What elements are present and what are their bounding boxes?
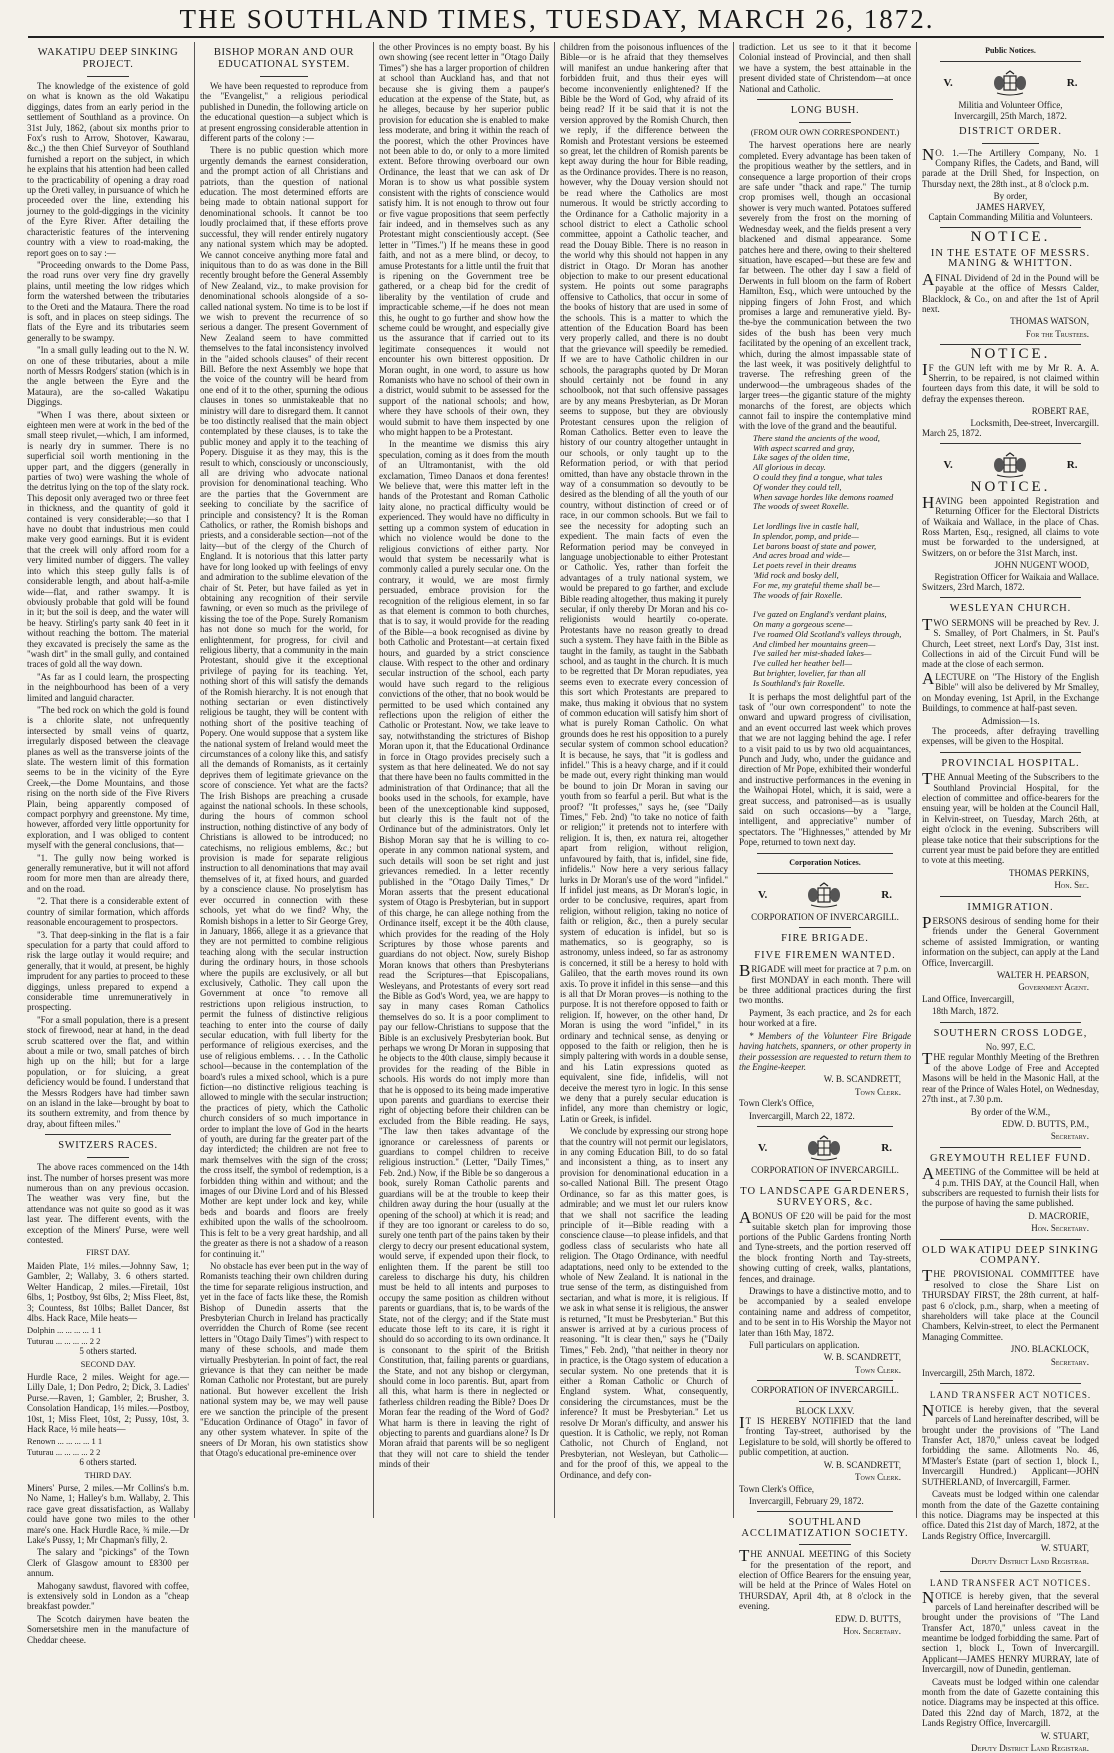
article-headline: BISHOP MORAN AND OUR EDUCATIONAL SYSTEM.: [213, 47, 355, 70]
notice-text: THE Annual Meeting of the Subscribers to the Southland Provincial Hospital, for the election of committee and office-bearers for the ensuing year, will be holden at the Council Hall, in Kelvin-street, on Tuesday, March 26th, at eight o'clock in the evening. Subscribers will please take notice that their subscriptions for the current year must be paid before they are entitled to vote at this meeting.: [922, 769, 1099, 866]
signature: W. B. SCANDRETT,: [823, 1459, 901, 1470]
signature: THOMAS PERKINS,: [1008, 867, 1089, 878]
notice-place: Militia and Volunteer Office,: [958, 100, 1063, 111]
signature-title: Secretary.: [1050, 1356, 1089, 1367]
divider: [757, 99, 893, 100]
column-3: [374, 42, 554, 1520]
coat-of-arms-icon: [807, 1135, 841, 1161]
article-paragraph: The knowledge of the existence of gold on what is known as the old Wakatipu diggings, dates from an early period in the settlement of Southland as a province. On 31st July, 1862, (about six months prior to Fox's rush to Arrow, Shotover, Kawarau, &c.,) the then Chief Surveyor of Southland furnished a report on the subject, in which he explains that his attention had been called to the practicability of opening a dray road up the Oreti valley, in pursuance of which he proceeded over the line, extending his journey to the gold-diggings in the vicinity of the Eyre River. After detailing the characteristic features of the intervening country with a view to road-making, the report goes on to say :—: [27, 81, 189, 258]
notice-title: CORPORATION OF INVERCARGILL.: [751, 1385, 899, 1396]
notice-text: ABONUS OF £20 will be paid for the most suitable sketch plan for improving those portions of the Public Gardens fronting North and Tyne-streets, and the portion reserved off the block fronting North and Tay-streets, showing cutting of creek, walks, plantations, fences, and drainage.: [739, 1208, 911, 1284]
signature-title: Town Clerk.: [855, 1472, 901, 1483]
notice-date: 18th March, 1872.: [932, 1006, 999, 1017]
divider: [757, 1380, 893, 1381]
signature-title: Registration Officer for Waikaia and Wallace.: [934, 571, 1099, 582]
crest-letter-v: V.: [758, 1141, 768, 1154]
divider: [940, 61, 1081, 62]
signature: W. B. SCANDRETT,: [823, 1352, 901, 1363]
notice-title: CORPORATION OF INVERCARGILL.: [751, 912, 899, 923]
divider: [940, 1383, 1081, 1384]
notice-text: THE ANNUAL MEETING of this Society for the presentation of the report, and election of Office Bearers for the ensuing year, will be held at the Prince of Wales Hotel on THURSDAY, April 4th, at 8 o'clock in the evening.: [739, 1546, 911, 1612]
notice-heading: FIVE FIREMEN WANTED.: [754, 949, 896, 961]
masthead-rule: [28, 36, 1104, 38]
notice-text: IT IS HEREBY NOTIFIED that the land fronting Tay-street, authorised by the Legislature to be sold, will shortly be offered to public competition, at auction.: [739, 1413, 911, 1458]
notice-heading: FIRE BRIGADE.: [781, 933, 869, 945]
notice-text: By order,: [993, 191, 1028, 202]
coat-of-arms-icon: [993, 452, 1027, 478]
royal-crest: [739, 1135, 911, 1161]
divider: [940, 896, 1081, 897]
signature: WALTER H. PEARSON,: [996, 970, 1089, 981]
article-paragraph: In the meantime we dismiss this airy speculation, coming as it does from the mouth of an Ultramontanist, with the old exclamation, Timeo Danaos et dona ferentes! We believe that, were this matter left in the hands of the Protestant and Roman Catholic laity alone, no practical difficulty would be experienced. They would have no difficulty in setting up a common system of education in which no violence would be done to the religious convictions of either party. Nor would that system be necessarily what is commonly called a purely secular one. On the contrary, it would, we are most firmly persuaded, embrace provision for the recognition of the religious element, in so far as that element is common to both churches, that is to say, it would provide for the reading of the Bible—a book recognised as divine by both Catholic and Protestant—at certain fixed hours, and guarded by a strict conscience clause. With respect to the other and ordinary secular instruction of the school, each party would have such regard to the religious convictions of the other, that no book would be permitted to be used which contained any reflections upon the religion of either the Catholic or Protestant. Now, we take leave to say, notwithstanding the strictures of Bishop Moran upon it, that the Educational Ordinance in force in Otago provides precisely such a system as that here delineated. We do not say that there have been no faults committed in the administration of that Ordinance; that all the books used in the schools, for example, have been of the unexceptionable kind supposed, but clearly this is the fault not of the Ordinance but of the administrators. Only let Bishop Moran say that he is willing to co-operate in any common national system, and such details will soon be set right and just grievances remedied. In a letter recently published in the "Otago Daily Times," Dr Moran asserts that the present educational system of Otago is Presbyterian, but in support of this charge, he can allege nothing from the Ordinance itself, except it be the 40th clause, which provides for the reading of the Holy Scriptures by those whose parents and guardians do not object. Now, surely Bishop Moran knows that others than Presbyterians read the Scriptures—that Episcopalians, Wesleyans, and Protestants of every sort read the Bible as God's Word, yea, we are happy to say in many cases Roman Catholics themselves do so. It is a poor compliment to pay our fellow-Christians to suppose that the Bible is an exclusively Presbyterian book. But perhaps we wrong Dr Moran in supposing that he objects to the 40th clause, simply because it provides for the reading of the Bible in schools. His words do not imply more than that he is opposed to its being made imperative upon parents and guardians to exercise their right of objecting before their children can be excluded from the Bible reading. He says, "The law then takes advantage of the ignorance or carelessness of parents or guardians to compel children to receive religious instruction." (Letter, "Daily Times," Feb. 2nd.) Now, if the Bible be so dangerous a book, surely Roman Catholic parents and guardians will be at the trouble to keep their children away during the hour (usually at the opening of the school) at which it is read; and if they are too ignorant or careless to do so, surely one tenth part of the pains taken by their clergy to decry our present educational system, would serve, if expended upon their flock, to enlighten them. If the parent be still too careless to discharge his duty, his children must be held to all intents and purposes to occupy the same position as children without parents or guardians, that is, to be wards of the State, not of the clergy; and if the State must educate those left to its care, it is right it should do so according to its own ordinance. It is consonant to the spirit of the British Constitution, that, failing parents or guardians, the State, and not any bishop or clergyman, should come in loco parentis. But, apart from all this, what harm is there in neglected or fatherless children reading the Bible? Does Dr Moran fear the reading of the Word of God? What harm is there in leaving the right of objecting to parents and guardians alone? Is Dr Moran afraid that parents will be so negligent that they will not care to shield the tender minds of their: [379, 439, 549, 1470]
signature: JNO. BLACKLOCK,: [1010, 1344, 1089, 1355]
notice-text: Drawings to have a distinctive motto, and to be accompanied by a sealed envelope containing name and address of competitor, and to be sent in to His Worship the Mayor not later than 16th May, 1872.: [739, 1286, 911, 1338]
signature-title: Deputy District Land Registrar.: [971, 1743, 1089, 1753]
notice-text: Admission—1s.: [981, 715, 1040, 726]
signature: THOMAS WATSON,: [1010, 316, 1089, 327]
divider: [757, 853, 893, 854]
race-result-line: Renown ... ... ... ... 1 1: [27, 1436, 103, 1447]
race-result-line: Tuturau ... ... ... ... 2 2: [27, 1446, 101, 1457]
column-1: [22, 42, 194, 1645]
signature: EDW. D. BUTTS, P.M.,: [1002, 1118, 1089, 1129]
notice-text: IF the GUN left with me by Mr R. A. A. Sherrin, to be repaired, is not claimed within fourteen days from this date, it will be sold to defray the expenses thereon.: [922, 359, 1099, 404]
signature-title: For the Trustees.: [1025, 328, 1089, 339]
notice-place: Locksmith, Dee-street, Invercargill.: [970, 417, 1099, 428]
notice-text: Full particulars on application.: [749, 1340, 860, 1351]
notice-heading: GREYMOUTH RELIEF FUND.: [929, 1152, 1092, 1164]
race-note: 6 others started.: [79, 1457, 137, 1468]
divider: [982, 143, 1039, 144]
masthead-title: THE SOUTHLAND TIMES, TUESDAY, MARCH 26, 1872.: [179, 4, 935, 34]
royal-crest: [739, 882, 911, 908]
article-paragraph: children from the poisonous influences of the Bible—or is he afraid that they themselves will manifest an undue hankering after that forbidden fruit, and thus their eyes will become inconveniently enlightened? If the Bible be the Word of God, why afraid of its being read? If it be said that it is not the version approved by the Romish Church, then we reply, if the difference between the Romish and Protestant versions be esteemed so great, let the children of Romish parents be kept away during the hour for Bible reading, as the Ordinance provides. There is no reason, however, why the Douay version should not be read where the Catholics are most numerous. It would be strictly according to the Ordinance for a Catholic majority in a school district to elect a Catholic school committee, appoint a Catholic teacher, and read the Douay Bible. There is no reason in the world why this should not happen in any district in Otago. Dr Moran has another objection to make to our present educational system. He points out some paragraphs offensive to Catholics, that occur in some of the books of history that are used in some of the schools. This is a matter to which the attention of the Education Board has been very properly called, and there is no doubt that the grievance will speedily be remedied. If we are to have Catholic children in our schools, the paragraphs quoted by Dr Moran should certainly not be found in any schoolbook, not that such offensive passages are by any means Presbyterian, as Dr Moran seems to suppose, but they are obviously Protestant censures upon the religion of Roman Catholics. Better even to leave the history of our country altogether untaught in our schools, or only taught up to the Reformation period, or with that period omitted, than have any obstacle thrown in the way of a consummation so devoutly to be desired as the blending of all the youth of our country, without distinction of creed or of race, in our common schools. But we fail to see the necessity for adopting such an expedient. The main facts of even the Reformation period may be conveyed in language unobjectionable to either Protestant or Catholic. Yes, rather than forfeit the advantages of a truly national system, we would be prepared to go farther, and exclude Bible reading altogether, thus making it purely secular, if only thereby Dr Moran and his co-religionists would heartily co-operate. Protestants have no reason greatly to dread such a system. They have faith in the Bible as taught in the family, as taught in the Sabbath school, and as taught in the church. It is much to be regretted that Dr Moran repudiates, yea seems even to execrate every concession of this sort which Protestants are prepared to make, thus making it obvious that no system of common education will satisfy him short of what is purely Roman Catholic. On what grounds does he rest his opposition to a purely secular system of common school education? It is because, he says, that "it is godless and infidel." This is a heavy charge, and if it could be made out, every right thinking man would be bound to join Dr Moran in saving our youth from so fearful a peril. But what is the proof? "It professes," says he, (see "Daily Times," Feb. 2nd) "to take no notice of faith or religion;" it pretends not to interfere with religion. It is, then, ex natura rei, altogether apart from religion, without religion, unfavoured by faith, that is, infidel, sine fide, infidelis." Now here a very serious fallacy lurks in Dr Moran's use of the word "infidel." If infidel just means, as Dr Moran's logic, in order to be conclusive, requires, apart from religion, without religion, taking no notice of faith or religion, &c., then a purely secular system of education is infidel, but so is mathematics, so is geography, so is astronomy, unless indeed, so far as astronomy is concerned, it still be a heresy to hold with Galileo, that the earth moves round its own axis. To prove it infidel in this sense—and this is all that Dr Moran proves—is nothing to the purpose. It is not therefore opposed to faith or religion. If, however, on the other hand, Dr Moran is using the word "infidel," in its ordinary and technical sense, as denying or opposed to the faith or religion, then he is simply paltering with words in a double sense, and his Latin expressions quoted as equivalent, sine fide, infidelis, will not deceive the merest tyro in logic. In this sense we deny that a purely secular education is infidel, any more than chemistry or logic, Latin or Greek, is infidel.: [560, 42, 728, 1124]
race-results: Hurdle Race, 2 miles. Weight for age.—Lilly Dale, 1; Don Pedro, 2; Dick, 3. Ladies' Purse.—Raven, 1; Gambler, 2; Brusher, 3. Consolation Handicap, 1½ miles.—Postboy, 10st, 1; Miss Fleet, 10st, 2; Pussy, 10st, 3. Hack Race, ½ mile heats—: [27, 1371, 189, 1434]
signature-title: Hon. Secretary.: [1031, 1223, 1089, 1234]
divider: [799, 927, 851, 928]
divider: [799, 122, 851, 123]
notice-place: Town Clerk's Office,: [739, 1483, 815, 1494]
divider: [87, 76, 129, 77]
notice-text: The proceeds, after defraying travelling expenses, will be given to the Hospital.: [922, 725, 1099, 747]
crest-letter-r: R.: [881, 1141, 892, 1154]
notice-text: THE regular Monthly Meeting of the Brethren of the above Lodge of Free and Accepted Masons will be held in the Masonic Hall, at the rear of the Prince of Wales Hotel, on Wednesday, 27th inst., at 7.30 p.m.: [922, 1049, 1099, 1105]
divider: [799, 1180, 851, 1181]
article-paragraph: The above races commenced on the 14th inst. The number of horses present was more numerous than on any previous occasion. The weather was very fine, but the attendance was not quite so good as it was last year. The different events, with the exception of the Miners' Purse, were well contested.: [27, 1162, 189, 1246]
notice-heading: SOUTHLAND ACCLIMATIZATION SOCIETY.: [741, 1517, 909, 1539]
coat-of-arms-icon: [807, 882, 841, 908]
notice-date: Invercargill, February 29, 1872.: [749, 1495, 864, 1506]
divider: [799, 1544, 851, 1545]
article-paragraph: The salary and "pickings" of the Town Clerk of Glasgow amount to £8300 per annum.: [27, 1547, 189, 1579]
masthead: [0, 0, 1114, 40]
article-paragraph: No obstacle has ever been put in the way of Romanists teaching their own children during the time for separate religious instruction, and yet in the face of facts like these, the Romish Bishop of Dunedin asserts that the Presbyterian Church in Ireland has practically overridden the Church of Rome (see recent letters in "Otago Daily Times") with respect to many of these schools, and made them virtually Presbyterian. In point of fact, the real grievance is that they can neither be made Roman Catholic nor Protestant, but are purely national. But however excellent the Irish national system may be, we may well pause ere we sanction the principle of the present "Education Ordinance of Otago" in favor of any other system whatever. In spite of the sneers of Dr Moran, his own statistics show that Otago's educational pre-eminence over: [200, 1260, 368, 1459]
divider: [940, 344, 1081, 345]
section-subhead: FIRST DAY.: [86, 1247, 130, 1258]
section-subhead: SECOND DAY.: [80, 1358, 136, 1369]
notice-heading: DISTRICT ORDER.: [959, 126, 1062, 138]
divider: [940, 227, 1081, 228]
notice-place: Land Office, Invercargill,: [922, 993, 1015, 1004]
notice-text: Caveats must be lodged within one calendar month from the date of Gazette containing this notice. Diagrams may be inspected at this office. Dated this 22nd day of March, 1872, at the Lands Registry Office, Invercargill.: [922, 1676, 1099, 1729]
poem: There stand the ancients of the wood, With aspect scarred and gray, Like sages of the olden time, All glorious in decay. O could they find a tongue, what tales Of wonder they could tell, When savage hordes like demons roamed The woods of sweet Roxelle. Let lordlings live in castle hall, In splendor, pomp, and pride— Let barons boast of state and power, And acres broad and wide— Let poets revel in their dreams 'Mid rock and bosky dell, For me, my grateful theme shall be— The woods of fair Roxelle. I've gazed on England's verdant plains, On many a gorgeous scene— I've roamed Old Scotland's valleys through, And climbed her mountains green— I've sailed her mist-shaded lakes— I've culled her heather bell— But brighter, lovelier, far than all Is Southland's fair Roxelle.: [753, 432, 902, 688]
signature: ROBERT RAE,: [1031, 406, 1089, 417]
divider: [87, 1157, 129, 1158]
notice-text: AFINAL Dividend of 2d in the Pound will be payable at the office of Messrs Calder, Blacklock, & Co., on and after the 1st of April next.: [922, 269, 1099, 314]
divider: [757, 1511, 893, 1512]
article-paragraph: "2. That there is a considerable extent of country of similar formation, which affords reasonable encouragement to prospectors.: [27, 896, 189, 928]
article-paragraph: "As far as I could learn, the prospecting in the neighbourhood has been of a very limited and languid character.: [27, 671, 189, 703]
signature-title: Town Clerk.: [855, 1086, 901, 1097]
article-paragraph: The harvest operations here are nearly completed. Every advantage has been taken of the propitious weather by the settlers, and in consequence a large proportion of their crops are safe under "thack and rape." The turnip crop promises well, though an occasional shower is very much wanted. Potatoes suffered severely from the frost on the morning of Wednesday week, and the fields present a very blackened and dismal appearance. Some patches here and there, owing to their sheltered situation, have escaped—but these are few and far between. The other day I saw a field of Derwents in full bloom on the farm of Robert Hamilton, Esq., which were untouched by the nipping fingers of John Frost, and which promises a large and remunerative yield. By-the-bye the communication between the two sides of the bush has been very much facilitated by the opening of an excellent track, which, during the almost impassable state of the last week, it was positively delightful to traverse. The refreshing green of the underwood—the umbrageous shades of the larger trees—the gigantic stature of the mighty monarchs of the forest, are objects which cannot fail to inspire the contemplative mind with the love of the grand and the beautiful.: [739, 140, 911, 432]
article-paragraph: "3. That deep-sinking in the flat is a fair speculation for a party that could afford to risk the large outlay it would require; and generally, that it would, at present, be highly imprudent for any parties to proceed to these diggings, unless prepared to expend a considerable time unremuneratively in prospecting.: [27, 929, 189, 1013]
signature: W. STUART,: [1040, 1543, 1089, 1554]
signature-title: Hon. Secretary.: [843, 1625, 901, 1636]
notice-text: NOTICE is hereby given, that the several parcels of Land hereinafter described, will be brought under the provisions of "The Land Transfer Act, 1870," unless caveat be lodged forbidding the same. Allotments No. 46, M'Master's Estate (part of section 1, block I., Invercargill Hundred.) Applicant—JOHN SUTHERLAND, of Invercargill, Farmer.: [922, 1400, 1099, 1487]
divider: [940, 1022, 1081, 1023]
notice-text: AMEETING of the Committee will be held at 4 p.m. THIS DAY, at the Council Hall, when subscribers are requested to furnish their lists for the purpose of having the same published.: [922, 1164, 1099, 1209]
notice-text: THE PROVISIONAL COMMITTEE have resolved to close the Share List on THURSDAY FIRST, the 28th current, at half-past 6 o'clock, p.m., sharp, when a meeting of shareholders will take place at the Council Chambers, Kelvin-street, to elect the Permanent Managing Committee.: [922, 1266, 1099, 1342]
notice-title: CORPORATION OF INVERCARGILL.: [751, 1164, 899, 1175]
race-result-line: Dolphin ... ... ... ... 1 1: [27, 1325, 102, 1336]
article-headline: LONG BUSH.: [790, 105, 860, 117]
notice-text: By order of the W.M.,: [970, 1106, 1051, 1117]
notice-heading: NOTICE.: [970, 229, 1051, 246]
divider: [940, 443, 1081, 444]
column-6: [917, 42, 1104, 1753]
notice-place: Town Clerk's Office,: [739, 1098, 815, 1109]
notice-heading: WESLEYAN CHURCH.: [949, 603, 1072, 615]
race-results: Maiden Plate, 1½ miles.—Johnny Saw, 1; Gambler, 2; Wallaby, 3. 6 others started. Welter Handicap, 2 miles.—Firetail, 10st 6lbs, 1; Postboy, 9st 6lbs, 2; Miss Fleet, 8st, 3; Countess, 8st 10lbs; Ballet Dancer, 8st 4lbs. Hack Race, Mile heats—: [27, 1260, 189, 1323]
notice-text: Payment, 3s each practice, and 2s for each hour worked at a fire.: [739, 1007, 911, 1029]
notice-date: Invercargill, 25th March, 1872.: [922, 1368, 1035, 1379]
signature: JAMES HARVEY,: [976, 201, 1045, 212]
divider: [757, 1126, 893, 1127]
divider: [940, 597, 1081, 598]
divider: [260, 76, 308, 77]
race-results: Miners' Purse, 2 miles.—Mr Collins's b.m. No Name, 1; Halley's b.m. Wallaby, 2. This race gave great dissatisfaction, as Wallaby could have gone two miles to the other mare's one. Hack Hurdle Race, ¾ mile.—Dr Lake's Pussy, 1; Mr Chapman's filly, 2.: [27, 1483, 189, 1546]
notice-text: * Members of the Volunteer Fire Brigade having hatchets, spanners, or other property in their possession are requested to return them to the Engine-keeper.: [739, 1030, 911, 1072]
signature-title: Town Clerk.: [855, 1364, 901, 1375]
article-paragraph: "In a small gully leading out to the N. W. on one of these tributaries, about a mile north of Messrs Rodgers' station (which is in the angle between the Eyre and the Mataura), are the so-called Wakatipu Diggings.: [27, 345, 189, 408]
divider: [799, 1401, 851, 1402]
crest-letter-r: R.: [881, 888, 892, 901]
article-headline: SWITZERS RACES.: [58, 1140, 158, 1152]
divider: [757, 873, 893, 874]
article-paragraph: "The bed rock on which the gold is found is a chlorite slate, not unfrequently intersected by small veins of quartz, irregularly disposed between the cleavage planes as well as the transverse joints of the slate. The western limit of this formation seems to be in the vicinity of the Eyre Creek,—the Dome Mountains, and those rising on the north side of the Five Rivers Plain, being apparently composed of compact porphyry and greenstone. My time, however, afforded very little opportunity for exploration, and I was obliged to content myself with the general conclusions, that—: [27, 704, 189, 851]
signature: EDW. D. BUTTS,: [835, 1613, 901, 1624]
divider: [940, 1571, 1081, 1572]
article-paragraph: "1. The gully now being worked is generally remunerative, but it will not afford room for more men than are already there, and on the road.: [27, 852, 189, 894]
crest-letter-v: V.: [758, 888, 768, 901]
byline: (FROM OUR OWN CORRESPONDENT.): [750, 127, 900, 138]
crest-letter-v: V.: [943, 459, 953, 472]
royal-crest: [922, 70, 1099, 96]
coat-of-arms-icon: [993, 70, 1027, 96]
signature: JOHN NUGENT WOOD,: [994, 560, 1089, 571]
divider: [940, 1147, 1081, 1148]
notice-heading: NOTICE.: [970, 346, 1051, 363]
notice-heading: LAND TRANSFER ACT NOTICES.: [929, 1390, 1092, 1401]
signature-title: Deputy District Land Registrar.: [971, 1555, 1089, 1566]
notice-text: NO. 1.—The Artillery Company, No. 1 Company Rifles, the Cadets, and Band, will parade at the Drill Shed, for Inspection, on Thursday next, the 28th inst., at 8 o'clock p.m.: [922, 144, 1099, 189]
section-label: Corporation Notices.: [789, 857, 861, 867]
signature: W. STUART,: [1040, 1730, 1089, 1741]
crest-letter-r: R.: [1066, 459, 1078, 472]
article-paragraph: tradiction. Let us see to it that it become Colonial instead of Provincial, and then shall we have a system, the best attainable in the present divided state of Christendom—at once National and Catholic.: [739, 42, 911, 94]
column-5: [734, 42, 916, 1636]
notice-text: HAVING been appointed Registration and Returning Officer for the Electoral Districts of Waikaia and Wallace, in the place of Chas. Ross Marten, Esq., resigned, all claims to vote must be forwarded to the undersigned, at Switzers, on or before the 31st March, inst.: [922, 492, 1099, 558]
notice-heading: PROVINCIAL HOSPITAL.: [941, 757, 1080, 769]
article-paragraph: "Proceeding onwards to the Dome Pass, the road runs over very fine dry gravelly plains, until meeting the low ridges which form the watershed between the tributaries to the Oreti and the Mataura. There the road is soft, and in places on steep sidings. The flats of the Eyre and its tributaries seem generally to be swampy.: [27, 259, 189, 343]
notice-text: Caveats must be lodged within one calendar month from the date of the Gazette containing this notice. Diagrams may be inspected at this office. Dated this 21st day of March, 1872, at the Lands Registry Office, Invercargill.: [922, 1489, 1099, 1541]
notice-heading: IN THE ESTATE OF MESSRS. MANING & WHITTON.: [930, 247, 1091, 270]
notice-date: Invercargill, March 22, 1872.: [749, 1110, 855, 1121]
crest-letter-r: R.: [1066, 77, 1078, 90]
article-paragraph: the other Provinces is no empty boast. By his own showing (see recent letter in "Otago Daily Times") she has a larger proportion of children at school than Auckland has, and that not because she is giving them a pauper's education at the expense of the State, but, as he alleges, because by her superior public provision for education she is enabled to make less moderate, and bring it within the reach of the poorest, which the other Provinces have not been able to do, or only to a more limited extent. Before throwing overboard our own Ordinance, the least that we can ask of Dr Moran is to show us what possible system consistent with the rights of conscience would satisfy him. It is not enough to throw out four or five vague propositions that seem perfectly fair indeed, and in themselves such as any Protestant might conscientiously accept. (See letter in "Times.") If he means these in good faith, and not as a mere blind, or decoy, to amuse Protestants for a little until the fruit that is ripening on the Government tree be gathered, or a cheap bid for the credit of liberality by the ventilation of crude and impracticable scheme,—if he does not mean this, he ought to go further and show how the scheme could be wrought, and especially give us the assurance that if carried out to its legitimate consequences it would not encounter his own bitterest opposition. Dr Moran ought, in one word, to assure us how Romanists who have no school of their own in a district, would submit to be assessed for the support of the national schools; and how, where they have schools of their own, they would submit to have them inspected by one who might happen to be a Protestant.: [379, 42, 549, 438]
notice-date: Invercargill, 25th March, 1872.: [954, 110, 1067, 121]
article-paragraph: "For a small population, there is a present stock of firewood, near at hand, in the dead scrub scattered over the flat, and within about a mile or two, small patches of birch high up on the hill; but for a large population, or for sluicing, a great deficiency would be found. I understand that the Messrs Rodgers have had timber sawn on an island in the lake—brought by boat to its southern extremity, and from thence by dray, about fifteen miles.": [27, 1014, 189, 1129]
column-2: [195, 42, 373, 1520]
notice-heading: BLOCK LXXV.: [795, 1405, 855, 1416]
crest-letter-v: V.: [943, 77, 953, 90]
article-headline: WAKATIPU DEEP SINKING PROJECT.: [37, 47, 179, 70]
race-result-line: Tuturau ... ... ... ... 2 2: [27, 1335, 101, 1346]
notice-text: BRIGADE will meet for practice at 7 p.m. on first MONDAY in each month. There will be three additional practices during the first two months.: [739, 961, 911, 1006]
notice-date: March 25, 1872.: [922, 427, 982, 438]
notice-text: NOTICE is hereby given, that the several parcels of Land hereinafter described will be brought under the provisions of "The Land Transfer Act, 1870," unless caveat in the meantime be lodged forbidding the same. Part of section 1, block I., Town of Invercargill. Applicant—JAMES HENRY MURRAY, late of Invercargill, now of Dunedin, gentleman.: [922, 1588, 1099, 1675]
notice-date: Switzers, 23rd March, 1872.: [922, 582, 1025, 593]
signature-title: Captain Commanding Militia and Volunteers.: [928, 212, 1093, 223]
race-note: 5 others started.: [79, 1346, 137, 1357]
section-subhead: THIRD DAY.: [84, 1469, 132, 1480]
signature-title: Government Agent.: [1018, 982, 1089, 993]
notice-heading: LAND TRANSFER ACT NOTICES.: [929, 1577, 1092, 1588]
royal-crest: [922, 452, 1099, 478]
article-paragraph: The Scotch dairymen have beaten the Somersetshire men in the manufacture of Cheddar cheese.: [27, 1613, 189, 1645]
article-paragraph: It is perhaps the most delightful part of the task of "our own correspondent" to note the onward and upward progress of civilisation, and an event occurred last week which proves that we are not lagging behind the age. I refer to a visit paid to us by two old acquaintances, Punch and Judy, who, under the guidance and direction of Mr Pope, exhibited their wonderful and instructive performances in the evening in the Waihopai Hotel, which, it is said, were a great success, and patronised—as is usually said on such occasions—by a "large, intelligent, and appreciative" number of spectators. The "Highnesses," attended by Mr Pope, returned to town next day.: [739, 691, 911, 848]
article-paragraph: Mahogany sawdust, flavored with coffee, is extensively sold in London as a "cheap breakfast powder.": [27, 1580, 189, 1612]
notice-text: ALECTURE on "The History of the English Bible" will also be delivered by Mr Smalley, on Monday evening, 1st April, in the Exchange Buildings, to commence at half-past seven.: [922, 668, 1099, 714]
signature-title: Hon. Sec.: [1054, 880, 1089, 891]
notice-text: PERSONS desirous of sending home for their friends under the General Government scheme of assisted Immigration, or wanting information on the subject, can apply at the Land Office, Invercargill.: [922, 913, 1099, 968]
article-paragraph: We have been requested to reproduce from the "Evangelist," a religious periodical published in Dunedin, the following article on the educational question—a subject which is at present engrossing considerable attention in different parts of the colony :—: [200, 81, 368, 144]
article-paragraph: We conclude by expressing our strong hope that the country will not permit our legislators, in any coming Education Bill, to do so fatal and inconsistent a thing, as to insert any provision for denominational education in a so-called National Bill. The present Otago Ordinance, so far as this matter goes, is admirable; and we must let our rulers know that we shall not sacrifice the leading principle of it—Bible reading with a conscience clause—to please infidels, and that godless class of secularists who hate all religion. The Otago Ordinance, with needful adaptations, need only to be extended to the whole of New Zealand. It is national in the true sense of the term, as distinguished from sectarian, and what is more, it is religious. If we ask in what sense it is religious, the answer is returned, "It must be Presbyterian." But this answer is arrived at by a curious process of reasoning. "It is clear then," says he ("Daily Times," Feb. 2nd), "that neither in theory nor in practice, is the Otago system of education a secular system. No one pretends that it is either a Roman Catholic or Church of England system. What, consequently, considering the circumstances, must be the inference? It must be Presbyterian." Let us resolve Dr Moran's difficulty, and answer his question. It is Catholic, we reply, not Roman Catholic, not Church of England, not Presbyterian, not Wesleyan, but Catholic—and for the proof of this, we appeal to the Ordinance, and defy con-: [560, 1126, 728, 1480]
notice-heading: NOTICE.: [970, 479, 1051, 496]
notice-heading: OLD WAKATIPU DEEP SINKING COMPANY.: [922, 1244, 1099, 1266]
column-4: [555, 42, 733, 1520]
section-label: Public Notices.: [985, 46, 1036, 55]
notice-heading: TO LANDSCAPE GARDENERS, SURVEYORS, &c.: [740, 1186, 910, 1208]
divider: [940, 1239, 1081, 1240]
signature: D. MACRORIE,: [1028, 1210, 1089, 1221]
signature-title: Secretary.: [1050, 1131, 1089, 1142]
divider: [940, 752, 1081, 753]
article-paragraph: There is no public question which more urgently demands the earnest consideration, and the prompt action of all Christians and patriots, than the question of national education. The most determined efforts are being made to obtain national support for denominational schools. It cannot be too loudly proclaimed that, if these efforts prove successful, they will render entirely nugatory any national system which may be adopted. We cannot conceive anything more fatal and iniquitous than to do as was done in the Bill recently brought before the General Assembly of New Zealand, viz., to make provision for denominational schools alongside of a so-called national system. No time is to be lost if we wish to prevent the recurrence of so serious a danger. The present Government of New Zealand seem to have committed themselves to the fatal inconsistency involved in the "aided schools clauses" of their recent Bill. Before the next Assembly we hope that the voice of the country will be heard from one end of it to the other, spurning the odious clauses in tones so unmistakeable that no ministry will dare to disregard them. It cannot be too distinctly realised that the main object contemplated by these clauses, is to take the public money and apply it to the teaching of Popery. Disguise it as they may, this is the result to which, consciously or unconsciously, all are driving who advocate national provision for denominational teaching. Who are the parties that the Government are seeking to conciliate by the sacrifice of principle and consistency? It is the Roman Catholics, or rather, the Romish bishops and priests, and a considerable section—not of the laity—but of the clergy of the Church of England. It is notorious that this latter party have for long looked up with feelings of envy and admiration to the sublime elevation of the chair of St. Peter, but have failed as yet in obtaining any recognition of their servile fawning, or even so much as the privilege of kissing the toe of the Pope. Surely Romanism has not done so much for the world, for enlightenment, for progress, for civil and religious liberty, that a community in the main Protestant, should give it the exceptional privilege of paying for its teaching. Yet, nothing short of this will satisfy the demands of the Romish hierarchy. It is not enough that nothing sectarian or even distinctively religious be taught, they will be content with nothing short of the positive teaching of Popery. One would suppose that a system like the national system of Ireland would meet the circumstances of a colony like this, and satisfy all the demands of Romanists, as it certainly deprives them of legitimate grievance on the score of conscience. Yet what are the facts? The Irish Bishops are preaching a crusade against the national schools. In these schools, during the hours of common school instruction, nothing distinctive of any body of Christians is allowed to be introduced; no catechisms, no religious emblems, &c.; but provision is made for separate religious instruction to all denominations that may avail themselves of it, at fixed hours, and guarded by a conscience clause. No proselytism has ever occurred in connection with these schools, yet what do we find? Why, the Romish bishops in a letter to Sir George Grey, in January, 1866, allege it as a grievance that they are not permitted to combine religious teaching along with the secular instruction during the ordinary hours, in those schools where the pupils are exclusively, or all but exclusively, Catholic. They call upon the Government at once "to remove all restrictions upon religious instruction, to permit the fulness of distinctive religious teaching to enter into the course of daily secular education, with full liberty for the performance of religious exercises, and the use of religious emblems. . . . In the Catholic school—because in the contemplation of the board's rules a mixed school, which is a pure fiction—no distinctive religious teaching is allowed to mingle with the secular instruction; the practices of piety, which the Catholic church considers of so much importance in order to implant the love of God in the hearts of youth, are during far the greater part of the day interdicted; the children are not free to mark themselves with the sign of the cross; the cross itself, the symbol of redemption, is a forbidden thing within and without; and the images of our Divine Lord and of his Blessed Mother are kept under lock and key, while beds and boards and floors are freely exhibited upon the walls of the schoolroom. This is felt to be a very great hardship, and all the greater as there is not a shadow of a reason for continuing it.": [200, 145, 368, 1259]
signature: W. B. SCANDRETT,: [823, 1074, 901, 1085]
notice-subheading: No. 997, E.C.: [985, 1042, 1036, 1053]
notice-heading: IMMIGRATION.: [967, 901, 1054, 913]
divider: [45, 1134, 171, 1135]
notice-text: TWO SERMONS will be preached by Rev. J. S. Smalley, of Port Chalmers, in St. Paul's Church, Leet street, next Lord's Day, 31st inst. Collections in aid of the Circuit Fund will be made at the close of each sermon.: [922, 614, 1099, 670]
notice-heading: SOUTHERN CROSS LODGE,: [933, 1027, 1088, 1039]
article-paragraph: "When I was there, about sixteen or eighteen men were at work in the bed of the small steep rivulet,—which, I am informed, is nearly dry in summer. There is no superficial soil worth mentioning in the upper part, and the diggers (generally in parties of two) were washing the whole of the detritus lying on the top of the slaty rock. This deposit only averaged two or three feet in thickness, and the quantity of gold it contained is very considerable;—so that I have no doubt that industrious men could make very good earnings. But it is evident that the creek will only afford room for a very limited number of diggers. The valley into which this steep gully falls is of considerable length, and about half-a-mile wide—flat, and rather swampy. It is obviously probable that gold will be found in it; but the soil is deep, and the water will be heavy. Stirling's party sank 40 feet in it without reaching the bottom. The material they excavated is precisely the same as the "wash dirt" in the small gully, and contained traces of gold all the way down.: [27, 409, 189, 670]
